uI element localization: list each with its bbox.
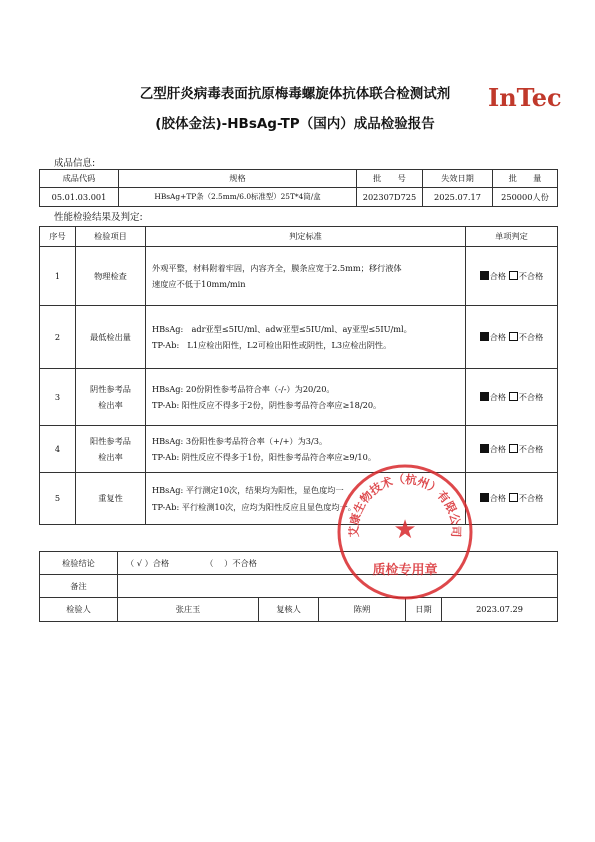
- row-no: 5: [40, 473, 76, 525]
- criteria-line1: HBsAg: adr亚型≤5IU/ml、adw亚型≤5IU/ml、ay亚型≤5IU/ml。: [152, 323, 412, 334]
- perf-header-item: 检验项目: [76, 227, 146, 247]
- pass-label: 合格: [489, 331, 507, 342]
- item-line2: 检出率: [98, 400, 123, 410]
- product-header-spec: 规格: [119, 170, 357, 188]
- pass-checkbox: [480, 392, 489, 401]
- seal-star: ★: [393, 515, 417, 545]
- conclusion-options: [118, 552, 558, 575]
- pass-checkbox: [480, 271, 489, 280]
- row-judgment: [466, 369, 558, 426]
- row-criteria: [146, 426, 466, 473]
- item-line1: 物理检查: [94, 270, 127, 281]
- conclusion-label: 检验结论: [40, 552, 118, 575]
- criteria-line1: HBsAg: 20份阴性参考品符合率（-/-）为20/20。: [152, 383, 335, 394]
- report-title-line2: (胶体金法)-HBsAg-TP（国内）成品检验报告: [155, 116, 435, 132]
- row-criteria: [146, 473, 466, 525]
- row-no: 4: [40, 426, 76, 473]
- row-no: 3: [40, 369, 76, 426]
- product-section-label: 成品信息:: [54, 158, 96, 169]
- perf-header-criteria: 判定标准: [146, 227, 466, 247]
- conclusion-table: [39, 551, 558, 622]
- row-item: [76, 306, 146, 369]
- remarks-label: 备注: [40, 575, 118, 598]
- table-row: [40, 473, 558, 525]
- row-item: [76, 247, 146, 306]
- perf-header-no: 序号: [40, 227, 76, 247]
- pass-checkbox: [480, 493, 489, 502]
- product-header-qty: 批 量: [493, 170, 558, 188]
- fail-label: 不合格: [518, 331, 544, 342]
- criteria-line2: TP-Ab: L1应检出阳性，L2可检出阳性或阴性，L3应检出阴性。: [152, 340, 392, 350]
- row-judgment: [466, 473, 558, 525]
- conclusion-pass: （ √ ）合格: [126, 557, 170, 568]
- fail-label: 不合格: [518, 443, 544, 454]
- seal-outer-text: 艾康生物技术（杭州）有限公司: [346, 472, 464, 538]
- row-judgment: [466, 306, 558, 369]
- product-header-batch: 批 号: [357, 170, 423, 188]
- item-line1: 阳性参考品: [90, 435, 131, 446]
- row-criteria: [146, 247, 466, 306]
- logo-text: InTec: [488, 83, 562, 112]
- row-no: 1: [40, 247, 76, 306]
- product-header-code: 成品代码: [40, 170, 119, 188]
- row-criteria: [146, 369, 466, 426]
- reviewer-name: 陈朔: [319, 598, 406, 622]
- criteria-line2: TP-Ab: 阴性反应不得多于1份，阳性参考品符合率应≥9/10。: [152, 452, 377, 462]
- criteria-line2: 速度应不低于10mm/min: [152, 279, 246, 289]
- product-header-expiry: 失效日期: [423, 170, 493, 188]
- product-code: 05.01.03.001: [40, 188, 119, 207]
- table-row: [40, 369, 558, 426]
- fail-checkbox: [509, 271, 518, 280]
- criteria-line2: TP-Ab: 阳性反应不得多于2份，阴性参考品符合率应≥18/20。: [152, 400, 382, 410]
- fail-label: 不合格: [518, 391, 544, 402]
- product-qty: 250000人份: [493, 188, 558, 207]
- product-batch: 202307D725: [357, 188, 423, 207]
- perf-header-judgment: 单项判定: [466, 227, 558, 247]
- criteria-line1: HBsAg: 平行测定10次，结果均为阳性，显色度均一: [152, 485, 344, 496]
- report-date: 2023.07.29: [442, 598, 558, 622]
- fail-checkbox: [509, 444, 518, 453]
- row-no: 2: [40, 306, 76, 369]
- row-criteria: [146, 306, 466, 369]
- table-row: [40, 306, 558, 369]
- perf-section-label: 性能检验结果及判定:: [54, 212, 143, 223]
- product-spec: HBsAg+TP条（2.5mm/6.0标准型）25T*4筒/盒: [119, 188, 357, 207]
- row-judgment: [466, 426, 558, 473]
- seal-inner-text: 质检专用章: [372, 563, 438, 578]
- inspector-name: 张庄玉: [118, 598, 259, 622]
- table-row: [40, 426, 558, 473]
- reviewer-label: 复核人: [259, 598, 319, 622]
- item-line1: 最低检出量: [90, 331, 131, 342]
- fail-checkbox: [509, 392, 518, 401]
- item-line1: 重复性: [98, 493, 123, 504]
- fail-label: 不合格: [518, 270, 544, 281]
- remarks-value: [118, 575, 558, 598]
- row-judgment: [466, 247, 558, 306]
- conclusion-fail: （ ）不合格: [205, 557, 257, 568]
- pass-label: 合格: [489, 443, 507, 454]
- pass-label: 合格: [489, 270, 507, 281]
- row-item: [76, 426, 146, 473]
- pass-checkbox: [480, 332, 489, 341]
- pass-label: 合格: [489, 391, 507, 402]
- row-item: [76, 473, 146, 525]
- pass-label: 合格: [489, 493, 507, 504]
- criteria-line1: HBsAg: 3份阳性参考品符合率（+/+）为3/3。: [152, 435, 328, 446]
- perf-table: [39, 226, 558, 525]
- table-row: [40, 247, 558, 306]
- fail-checkbox: [509, 493, 518, 502]
- criteria-line1: 外观平整，材料附着牢固，内容齐全，膜条应宽于2.5mm；移行液体: [152, 262, 402, 273]
- pass-checkbox: [480, 444, 489, 453]
- report-title-line1: 乙型肝炎病毒表面抗原梅毒螺旋体抗体联合检测试剂: [139, 86, 451, 102]
- criteria-line2: TP-Ab: 平行检测10次，应均为阳性反应且显色度均一。: [152, 501, 356, 512]
- fail-label: 不合格: [518, 493, 544, 504]
- row-item: [76, 369, 146, 426]
- product-table: [39, 169, 558, 207]
- item-line1: 阴性参考品: [90, 383, 131, 394]
- fail-checkbox: [509, 332, 518, 341]
- item-line2: 检出率: [98, 452, 123, 462]
- date-label: 日期: [406, 598, 442, 622]
- intec-logo: [488, 80, 562, 114]
- inspector-label: 检验人: [40, 598, 118, 622]
- product-expiry: 2025.07.17: [423, 188, 493, 207]
